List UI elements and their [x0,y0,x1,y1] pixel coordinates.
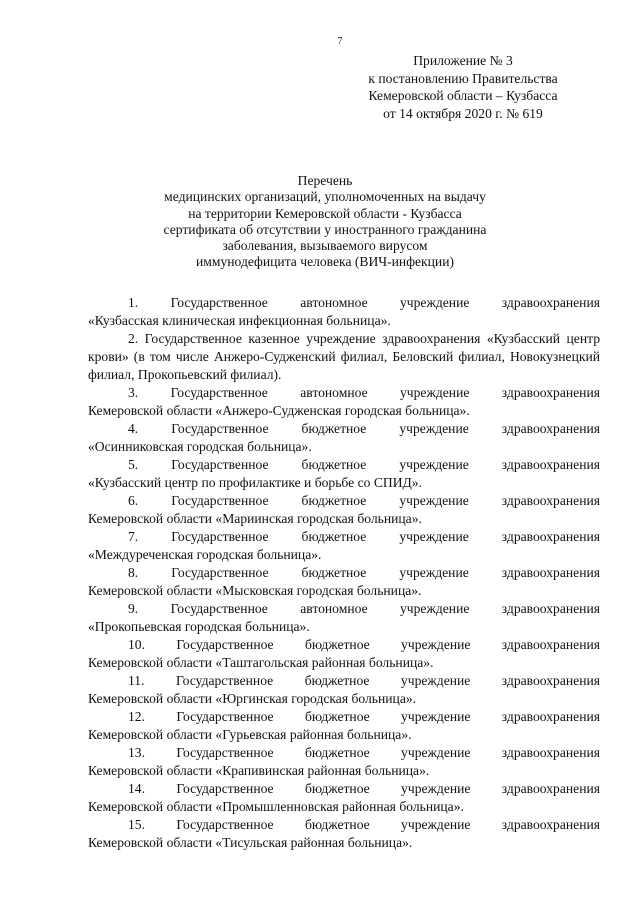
list-item [88,456,600,492]
list-item-rest: Кемеровской области «Таштагольская районная больница». [88,655,434,670]
list-item-rest: Кемеровской области «Мариинская городская больница». [88,511,422,526]
list-item [88,528,600,564]
list-item-rest: «Междуреченская городская больница». [88,547,322,562]
list-item-rest: Кемеровской области «Юргинская городская больница». [88,691,417,706]
list-item-rest: «Осинниковская городская больница». [88,439,312,454]
list-item-rest: «Кузбасский центр по профилактике и борьбе со СПИД». [88,475,422,490]
list-item [88,672,600,708]
list-item-first-line: 15. Государственное бюджетное учреждение здравоохранения [128,817,600,832]
page-number: 7 [337,36,343,47]
title-line: иммунодефицита человека (ВИЧ-инфекции) [195,254,454,270]
appendix-line: Кемеровской области – Кузбасса [368,88,558,103]
title-line: Перечень [297,173,353,188]
appendix-line: к постановлению Правительства [368,70,558,86]
list-item-first-line: 11. Государственное бюджетное учреждение здравоохранения [128,673,600,688]
list-item [88,636,600,672]
list-item-first-line: 4. Государственное бюджетное учреждение здравоохранения [128,421,600,436]
list-item [88,744,600,780]
list-item: 2. Государственное казенное учреждение здравоохранения «Кузбасский центр крови» (в том числе Анжеро-Судженский филиал, Беловский филиал, Новокузнецкий филиал, Прокопьевский филиал). [88,331,600,382]
list-item-rest: «Прокопьевская городская больница». [88,619,310,634]
list-item-rest: «Кузбасская клиническая инфекционная больница». [88,313,391,328]
list-item-rest: Кемеровской области «Промышленновская районная больница». [88,799,464,814]
list-item-rest: Кемеровской области «Крапивинская районная больница». [88,763,430,778]
list-item-first-line: 12. Государственное бюджетное учреждение здравоохранения [128,709,600,724]
appendix-header [338,52,588,122]
list-item-rest: Кемеровской области «Анжеро-Судженская городская больница». [88,403,470,418]
list-item-first-line: 6. Государственное бюджетное учреждение здравоохранения [128,493,600,508]
list-item [88,708,600,744]
list-item [88,600,600,636]
list-item [88,780,600,816]
list-item [88,294,600,330]
list-item-first-line: 7. Государственное бюджетное учреждение здравоохранения [128,529,600,544]
list-item [88,816,600,852]
list-item-first-line: 1. Государственное автономное учреждение здравоохранения [128,295,600,310]
list-item [88,564,600,600]
list-item-first-line: 10. Государственное бюджетное учреждение здравоохранения [128,637,600,652]
title-line: сертификата об отсутствии у иностранного гражданина [163,221,487,237]
list-item-rest: Кемеровской области «Тисульская районная больница». [88,835,413,850]
title-line: на территории Кемеровской области - Кузбасса [188,205,462,221]
list-item-rest: Кемеровской области «Мысковская городская больница». [88,583,422,598]
title-line: заболевания, вызываемого вирусом [222,238,428,254]
organization-list [88,294,600,852]
list-item-first-line: 8. Государственное бюджетное учреждение здравоохранения [128,565,600,580]
list-item-rest: Кемеровской области «Гурьевская районная больница». [88,727,412,742]
list-item-first-line: 3. Государственное автономное учреждение здравоохранения [128,385,600,400]
list-item [88,492,600,528]
list-item [88,384,600,420]
list-item [88,420,600,456]
document-title [120,173,530,271]
appendix-line: от 14 октября 2020 г. № 619 [383,105,543,121]
list-item-first-line: 5. Государственное бюджетное учреждение здравоохранения [128,457,600,472]
list-item-first-line: 9. Государственное автономное учреждение здравоохранения [128,601,600,616]
list-item-first-line: 13. Государственное бюджетное учреждение здравоохранения [128,745,600,760]
appendix-line: Приложение № 3 [413,53,513,68]
title-line: медицинских организаций, уполномоченных на выдачу [164,189,486,205]
list-item-first-line: 14. Государственное бюджетное учреждение здравоохранения [128,781,600,796]
